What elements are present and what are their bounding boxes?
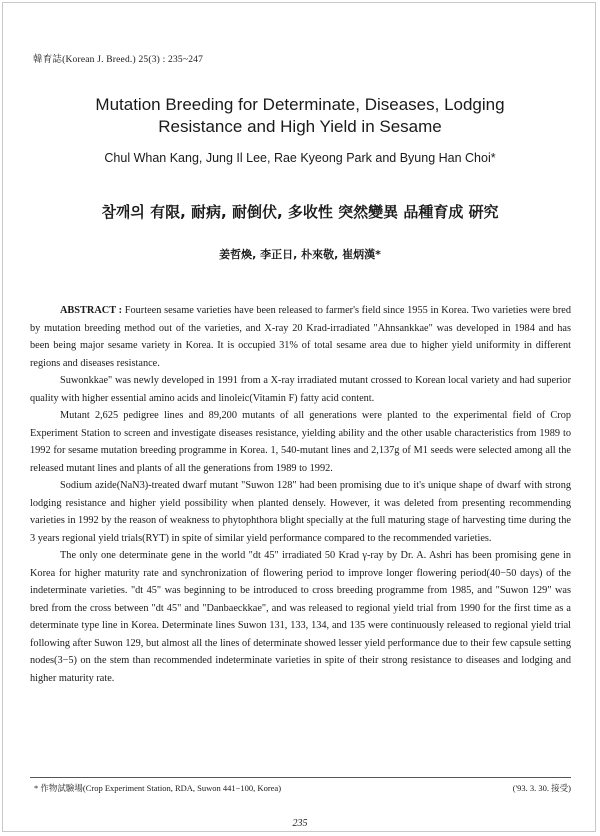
abstract-label: ABSTRACT : [60, 305, 123, 316]
received-date: ('93. 3. 30. 接受) [512, 783, 571, 793]
korean-title: 참깨의 有限, 耐病, 耐倒伏, 多收性 突然變異 品種育成 硏究 [101, 203, 499, 221]
korean-author-list: 姜哲煥, 李正日, 朴來敬, 崔炳漢* [219, 248, 381, 261]
abstract [30, 302, 571, 687]
abstract-paragraph-5: The only one determinate gene in the world "dt 45" irradiated 50 Krad γ-ray by Dr. A. Ashri has been promising gene in Korea for higher maturity rate and synchronization of flowering period to improve longer flowering period(40−50 days) of the indeterminate varieties. "dt 45" was beginning to be introduced to cross breeding programme from 1985, and "Suwon 129" was bred from the cross between "dt 45" and "Danbaeckkae", and was released to regional yield trial from 1990 for the first time as a determinate type line in Korea. Determinate lines Suwon 131, 133, 134, and 135 were continuously released to regional yield trial following after Suwon 129, but almost all the lines of determinate showed lesser yield performance due to their few capsule setting nodes(3−5) on the stem than recommended indeterminate varieties in spite of their strong resistance to diseases and lodging and higher maturity rate. [30, 550, 571, 684]
footnote-divider [30, 777, 571, 778]
journal-reference: 韓育誌(Korean J. Breed.) 25(3) : 235~247 [33, 55, 204, 65]
page-number: 235 [292, 818, 308, 829]
abstract-paragraph-2: Suwonkkae" was newly developed in 1991 from a X-ray irradiated mutant crossed to Korean local variety and had superior quality with higher essential amino acids and linoleic(Vitamin F) fatty acid content. [30, 375, 571, 404]
abstract-paragraph-4: Sodium azide(NaN3)-treated dwarf mutant "Suwon 128" had been promising due to it's unique shape of dwarf with strong lodging resistance and higher yield possibility when planted densely. However, it was deleted from presenting recommending varieties in 1992 by the reason of weakness to phytophthora blight specially at the full maturing stage of harvesting time during the 3 years regional yield trials(RYT) in spite of similar yield performance compared to the recommended varieties. [30, 480, 571, 544]
abstract-paragraph-3: Mutant 2,625 pedigree lines and 89,200 mutants of all generations were planted to the experimental field of Crop Experiment Station to screen and investigate diseases resistance, yielding ability and the other usable characteristics from 1989 to 1992 for sesame mutation breeding programme in Korea. 1, 540-mutant lines and 2,137g of M1 seeds were selected among all the released mutant lines and plants of all the generations from 1989 to 1992. [30, 410, 571, 474]
paper-title [40, 94, 560, 138]
footnote-affiliation: * 作物試驗場(Crop Experiment Station, RDA, Suwon 441−100, Korea) [34, 783, 282, 793]
abstract-paragraph-1: ABSTRACT : Fourteen sesame varieties have been released to farmer's field since 1955 in Korea. Two varieties were bred by mutation breeding method out of the varieties, and X-ray 20 Krad-irradiated "Ahnsankkae" was developed in 1984 and has been being major sesame variety in Korea. It is occupied 31% of total sesame area due to higher yield uniformity in different regions and diseases resistance. [30, 305, 571, 369]
title-line-1: Mutation Breeding for Determinate, Diseases, Lodging [95, 95, 505, 114]
footnote [34, 782, 571, 794]
author-list: Chul Whan Kang, Jung Il Lee, Rae Kyeong Park and Byung Han Choi* [104, 151, 496, 165]
title-line-2: Resistance and High Yield in Sesame [158, 117, 442, 136]
